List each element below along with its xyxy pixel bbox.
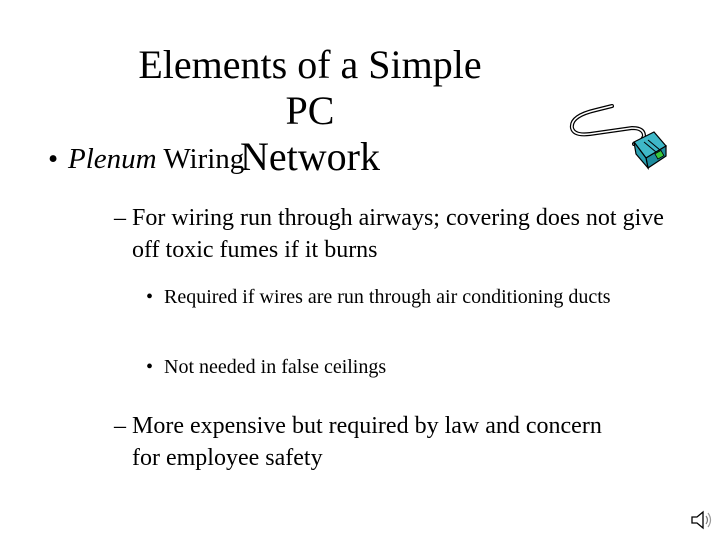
- dash-mark: –: [114, 413, 126, 439]
- sub-bullet-2-text: More expensive but required by law and concern for employee safety: [132, 413, 602, 471]
- main-bullet: [48, 142, 245, 176]
- sub-bullet-1: [114, 202, 674, 266]
- speaker-icon[interactable]: [688, 506, 716, 534]
- title-line-2: Network: [240, 134, 380, 179]
- dot-mark: •: [146, 356, 154, 378]
- heading-italic: Plenum: [68, 143, 157, 175]
- sub-bullet-2: [114, 410, 604, 474]
- dot-mark: •: [146, 286, 154, 308]
- sub-sub-bullet-2-text: Not needed in false ceilings: [164, 356, 387, 378]
- title-line-1: Elements of a Simple PC: [138, 42, 482, 133]
- sub-bullet-1-text: For wiring run through airways; covering does not give off toxic fumes if it burns: [132, 205, 664, 263]
- bullet-mark: •: [48, 143, 59, 175]
- heading-rest: Wiring: [156, 143, 245, 175]
- sub-sub-bullet-1: [146, 283, 666, 312]
- sub-sub-bullet-2: [146, 353, 666, 382]
- dash-mark: –: [114, 205, 126, 231]
- network-cable-icon: [560, 98, 672, 172]
- sub-sub-bullet-1-text: Required if wires are run through air conditioning ducts: [164, 286, 611, 308]
